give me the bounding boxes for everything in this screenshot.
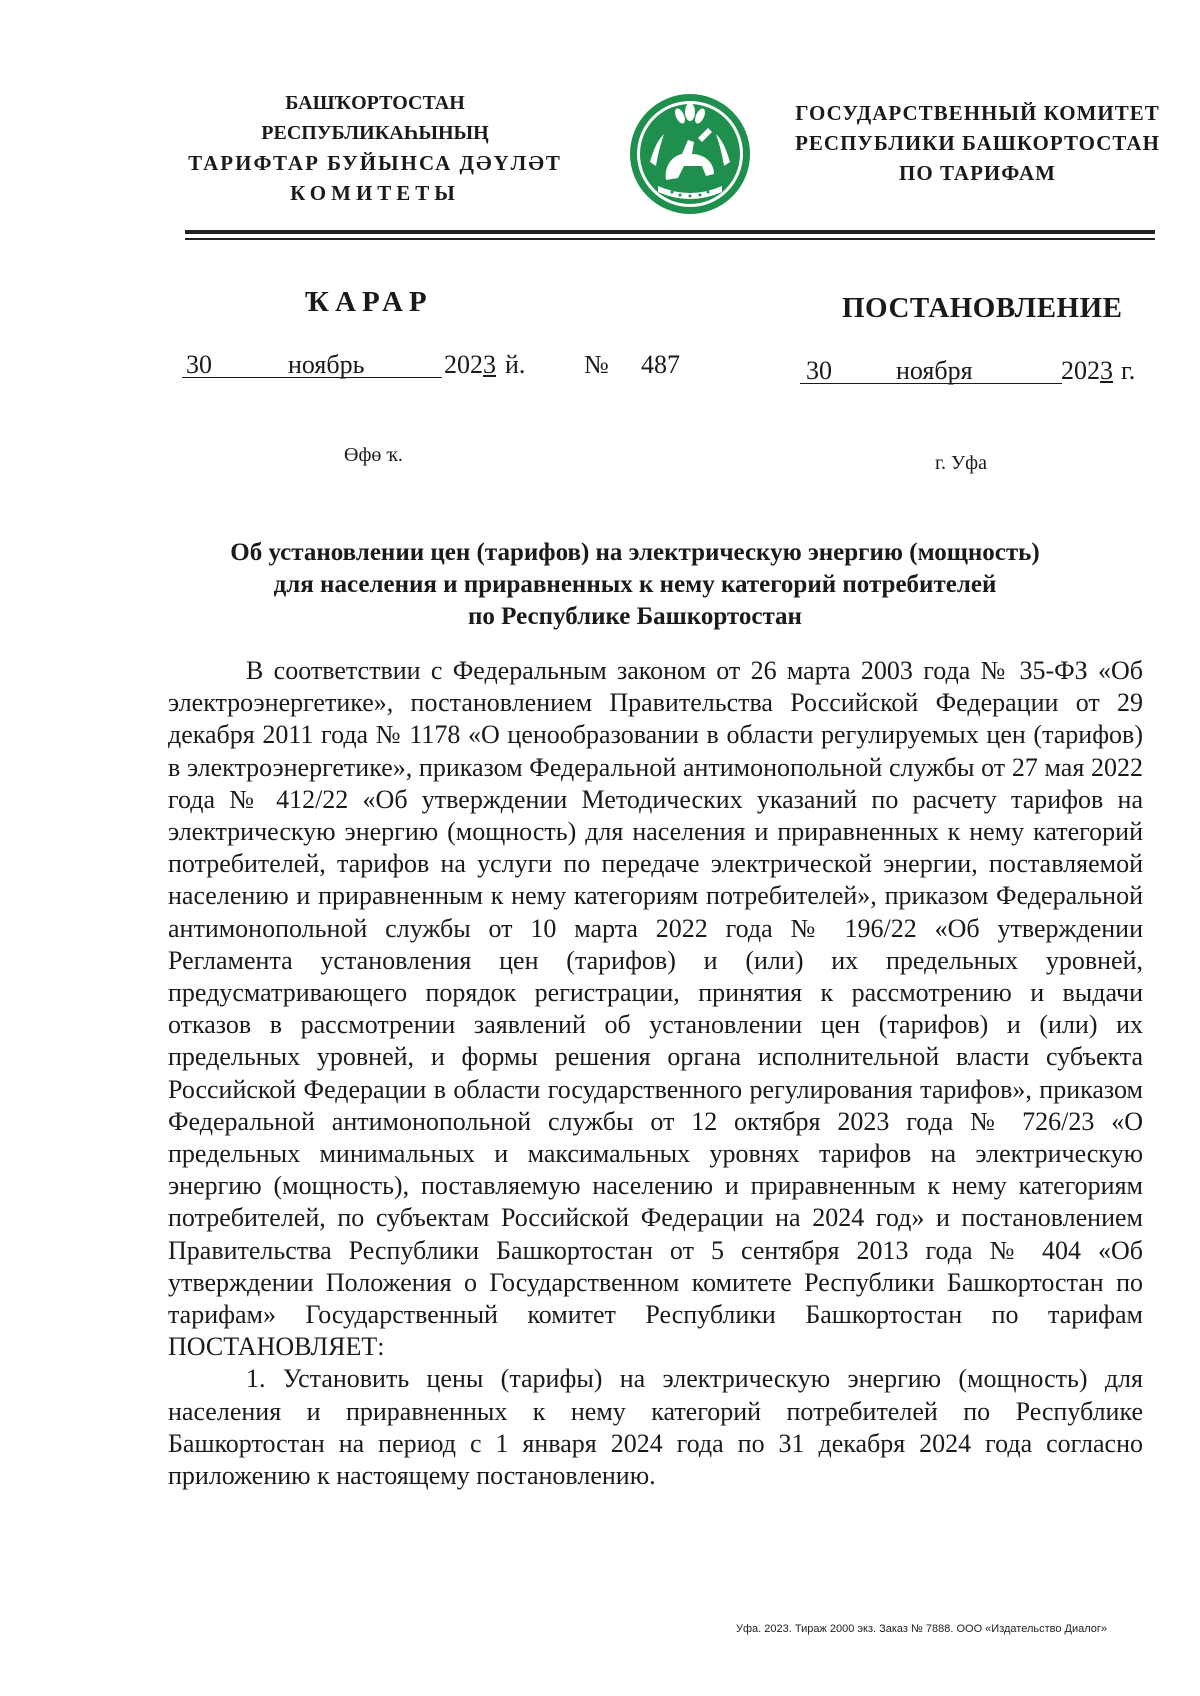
letterhead-right bbox=[795, 98, 1160, 188]
right-date-month: ноября bbox=[896, 356, 973, 385]
city-russian: г. Уфа bbox=[935, 452, 987, 474]
letterhead-right-line-2: РЕСПУБЛИКИ БАШКОРТОСТАН bbox=[795, 131, 1160, 155]
city-bashkir: Өфө ҡ. bbox=[344, 444, 403, 466]
left-date-year bbox=[444, 350, 496, 380]
coat-of-arms-icon bbox=[628, 92, 752, 216]
left-date-year-suffix: 3 bbox=[483, 350, 496, 379]
right-date-year-prefix: 202 bbox=[1061, 356, 1100, 385]
letterhead-right-line-1: ГОСУДАРСТВЕННЫЙ КОМИТЕТ bbox=[795, 101, 1160, 125]
print-run-note: Уфа. 2023. Тираж 2000 экз. Заказ № 7888. ООО «Издательство Диалог» bbox=[736, 1623, 1108, 1635]
decree-number: 487 bbox=[641, 350, 680, 379]
left-date-year-prefix: 202 bbox=[444, 350, 483, 379]
right-date-year-unit: г. bbox=[1121, 356, 1136, 385]
right-date-year bbox=[1061, 356, 1113, 386]
header-divider-thin bbox=[185, 238, 1155, 240]
letterhead-left-line-3: КОМИТЕТЫ bbox=[290, 181, 460, 205]
decree-body bbox=[168, 655, 1143, 1492]
letterhead-left-line-2: ТАРИФТАР БУЙЫНСА ДӘҮЛӘТ bbox=[188, 151, 562, 175]
subject-line-2: для населения и приравненных к нему категорий потребителей bbox=[273, 571, 997, 598]
left-date-year-unit: й. bbox=[505, 350, 526, 379]
right-date-day: 30 bbox=[806, 356, 832, 385]
subject-line-1: Об установлении цен (тарифов) на электрическую энергию (мощность) bbox=[230, 539, 1040, 566]
decree-title-bashkir: ҠАРАР bbox=[305, 286, 433, 318]
right-date-year-suffix: 3 bbox=[1100, 356, 1113, 385]
letterhead-left bbox=[175, 88, 575, 208]
letterhead-left-line-1: БАШҠОРТОСТАН РЕСПУБЛИКАҺЫНЫҢ bbox=[261, 92, 489, 144]
body-paragraph-preamble: В соответствии с Федеральным законом от 26 марта 2003 года № 35-ФЗ «Об электроэнергетике», постановлением Правительства Российской Федерации от 29 декабря 2011 года № 1178 «О ценообразовании в области регулируемых цен (тарифов) в электроэнергетике», приказом Федеральной антимонопольной службы от 27 мая 2022 года № 412/22 «Об утверждении Методических указаний по расчету тарифов на электрическую энергию (мощность) для населения и приравненных к нему категорий потребителей, тарифов на услуги по передаче электрической энергии, поставляемой населению и приравненным к нему категориям потребителей», приказом Федеральной антимонопольной службы от 10 марта 2022 года № 196/22 «Об утверждении Регламента установления цен (тарифов) и (или) их предельных уровней, предусматривающего порядок регистрации, принятия к рассмотрению и выдачи отказов в рассмотрении заявлений об установлении цен (тарифов) и (или) их предельных уровней, и формы решения органа исполнительной власти субъекта Российской Федерации в области государственного регулирования тарифов», приказом Федеральной антимонопольной службы от 12 октября 2023 года № 726/23 «О предельных минимальных и максимальных уровнях тарифов на электрическую энергию (мощность), поставляемую населению и приравненным к нему категориям потребителей, по субъектам Российской Федерации на 2024 год» и постановлением Правительства Республики Башкортостан от 5 сентября 2013 года № 404 «Об утверждении Положения о Государственном комитете Республики Башкортостан по тарифам» Государственный комитет Республики Башкортостан по тарифам ПОСТАНОВЛЯЕТ: bbox=[168, 656, 1143, 1362]
left-date-day: 30 bbox=[186, 350, 212, 379]
decree-title-russian: ПОСТАНОВЛЕНИЕ bbox=[842, 292, 1123, 324]
decree-subject bbox=[150, 537, 1120, 633]
subject-line-3: по Республике Башкортостан bbox=[468, 603, 802, 630]
body-paragraph-item-1: 1. Установить цены (тарифы) на электрическую энергию (мощность) для населения и приравненных к нему категорий потребителей по Республике Башкортостан на период с 1 января 2024 года по 31 декабря 2024 года согласно приложению к настоящему постановлению. bbox=[168, 1364, 1143, 1491]
decree-number-sign: № bbox=[584, 350, 609, 379]
emblem-svg bbox=[628, 92, 752, 216]
letterhead-right-line-3: ПО ТАРИФАМ bbox=[899, 161, 1056, 185]
left-date-month: ноябрь bbox=[288, 350, 365, 379]
header-divider-thick bbox=[185, 230, 1155, 234]
